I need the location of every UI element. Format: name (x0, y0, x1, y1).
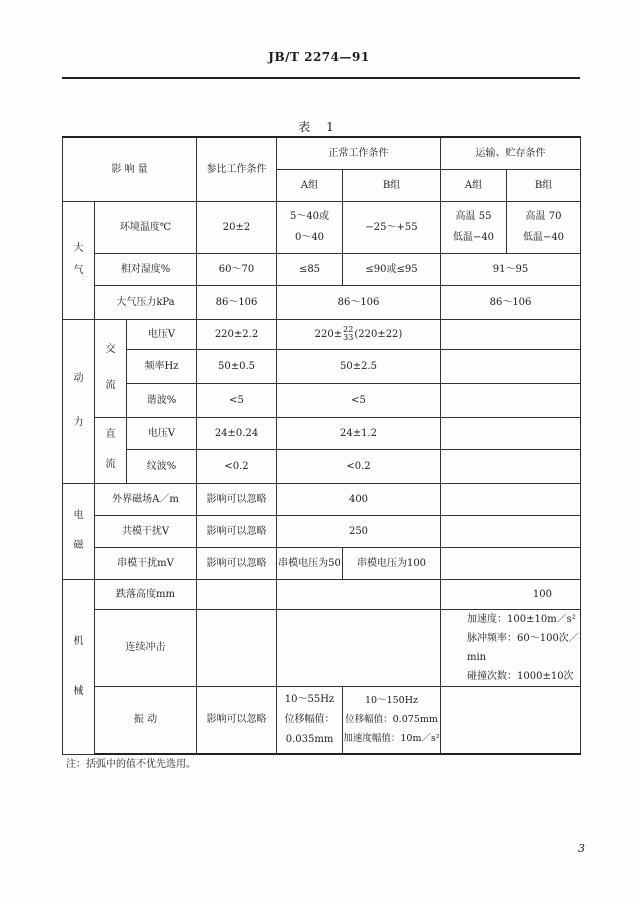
table-cell: 串模电压为100 (343, 547, 441, 579)
page-number: 3 (578, 842, 585, 855)
table-row (63, 483, 581, 515)
table-cell: 串模电压为50 (277, 547, 343, 579)
table-cell (277, 609, 441, 686)
table-cell: 400 (277, 483, 441, 515)
table-cell (441, 383, 581, 417)
table-cell: 影响可以忽略 (197, 515, 277, 547)
table-cell: 86～106 (441, 285, 581, 319)
table-cell: 影响可以忽略 (197, 547, 277, 579)
table-row (63, 579, 581, 609)
row-label: 电压V (127, 319, 197, 349)
header-rule (62, 77, 580, 79)
standard-header: JB/T 2274—91 (268, 50, 370, 64)
row-label: 频率Hz (127, 349, 197, 383)
table-cell: 加速度：100±10m／s² 脉冲频率：60～100次／min 碰撞次数：1000±10次 (441, 609, 581, 686)
header-influence: 影 响 量 (63, 137, 197, 201)
table-row (63, 349, 581, 383)
table-cell: 10～55Hz 位移幅值： 0.035mm (277, 686, 343, 754)
header-transport-b: B组 (507, 169, 581, 201)
header-normal-a: A组 (277, 169, 343, 201)
table-cell: ≤90或≤95 (343, 253, 441, 285)
table-cell: 高温 55 低温−40 (441, 201, 507, 253)
table-cell: 100 (441, 579, 581, 609)
table-cell (197, 579, 277, 609)
table-cell: 10～150Hz 位移幅值：0.075mm 加速度幅值：10m／s² (343, 686, 441, 754)
table-cell: 220± 22 33 (220±22) (277, 319, 441, 349)
row-label: 连续冲击 (95, 609, 197, 686)
header-transport: 运输、贮存条件 (441, 137, 581, 169)
header-transport-a: A组 (441, 169, 507, 201)
table-cell: 24±0.24 (197, 417, 277, 449)
table-cell: <5 (197, 383, 277, 417)
table-cell: 20±2 (197, 201, 277, 253)
table-cell (441, 319, 581, 349)
table-cell: 影响可以忽略 (197, 483, 277, 515)
row-label: 电压V (127, 417, 197, 449)
row-label: 谐波% (127, 383, 197, 417)
conditions-table-wrapper (62, 136, 580, 755)
table-cell (441, 483, 581, 515)
table-row (63, 686, 581, 754)
table-row (63, 201, 581, 253)
table-row (63, 417, 581, 449)
table-cell: 5～40或 0～40 (277, 201, 343, 253)
table-cell (441, 449, 581, 483)
table-row (63, 515, 581, 547)
table-cell (197, 609, 277, 686)
row-label: 相对湿度% (95, 253, 197, 285)
table-cell: 60～70 (197, 253, 277, 285)
table-cell: 220±2.2 (197, 319, 277, 349)
table-cell: 86～106 (197, 285, 277, 319)
table-cell (441, 515, 581, 547)
header-reference: 参比工作条件 (197, 137, 277, 201)
row-label: 跌落高度mm (95, 579, 197, 609)
row-label: 串模干扰mV (95, 547, 197, 579)
group-atmosphere: 大 气 (63, 201, 95, 319)
subgroup-ac: 交 流 (95, 319, 127, 417)
header-row-1 (63, 137, 581, 169)
table-row (63, 609, 581, 686)
subgroup-dc: 直 流 (95, 417, 127, 483)
table-cell (441, 349, 581, 383)
table-cell (441, 547, 581, 579)
table-cell: 86～106 (277, 285, 441, 319)
table-cell: ≤85 (277, 253, 343, 285)
footnote: 注：括弧中的值不优先选用。 (66, 759, 196, 770)
table-cell: <5 (277, 383, 441, 417)
row-label: 共模干扰V (95, 515, 197, 547)
table-cell: 影响可以忽略 (197, 686, 277, 754)
group-electromagnetic: 电 磁 (63, 483, 95, 579)
table-cell: <0.2 (277, 449, 441, 483)
table-cell: 91～95 (441, 253, 581, 285)
row-label: 环境温度℃ (95, 201, 197, 253)
header-normal: 正常工作条件 (277, 137, 441, 169)
group-mechanical: 机 械 (63, 579, 95, 754)
row-label: 振 动 (95, 686, 197, 754)
table-cell: 250 (277, 515, 441, 547)
group-power: 动 力 (63, 319, 95, 483)
table-row (63, 383, 581, 417)
table-row (63, 449, 581, 483)
row-label: 外界磁场A／m (95, 483, 197, 515)
row-label: 纹波% (127, 449, 197, 483)
table-cell: 高温 70 低温−40 (507, 201, 581, 253)
header-normal-b: B组 (343, 169, 441, 201)
table-cell: 50±0.5 (197, 349, 277, 383)
table-cell (277, 579, 441, 609)
table-row (63, 319, 581, 349)
table-cell: <0.2 (197, 449, 277, 483)
table-cell (441, 686, 581, 754)
table-caption: 表 1 (298, 120, 340, 134)
table-cell: 24±1.2 (277, 417, 441, 449)
row-label: 大气压力kPa (95, 285, 197, 319)
table-cell (441, 417, 581, 449)
table-cell: 50±2.5 (277, 349, 441, 383)
table-row (63, 547, 581, 579)
table-cell: −25～+55 (343, 201, 441, 253)
table-row (63, 285, 581, 319)
table-row (63, 253, 581, 285)
conditions-table (62, 136, 581, 755)
